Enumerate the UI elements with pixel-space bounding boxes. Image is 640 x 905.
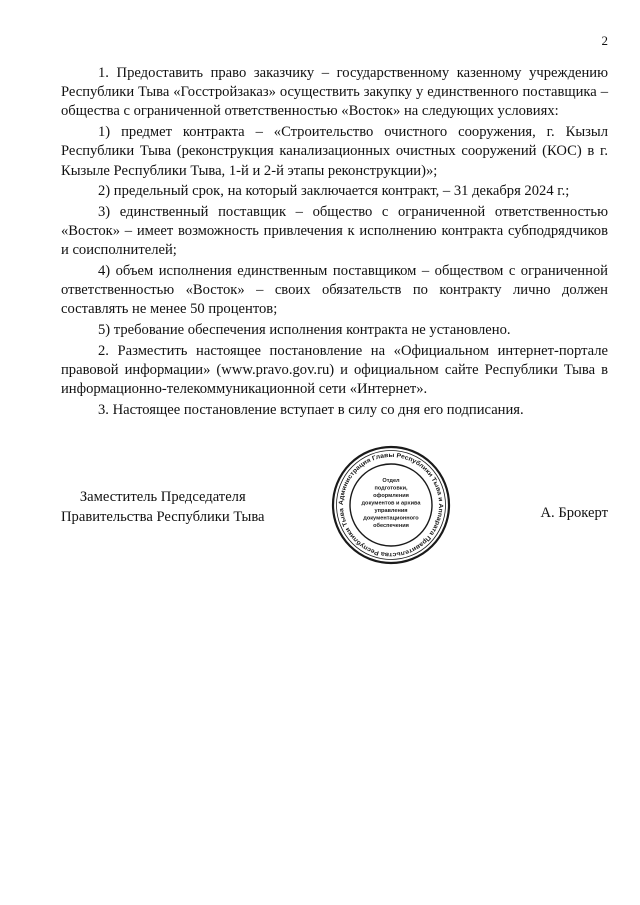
stamp-center-line-4: документов и архива [361, 500, 421, 507]
stamp-ring-text: Администрация Главы Республики Тыва и Аппарата Правительства Республики Тыва [337, 451, 445, 559]
stamp-center-line-7: обеспечения [373, 523, 409, 529]
paragraph-1-3: 3) единственный поставщик – общество с ограниченной ответственностью «Восток» – имеет возможность привлечения к исполнению контракта субподрядчиков и соисполнителей; [61, 203, 608, 259]
paragraph-1: 1. Предоставить право заказчику – государственному казенному учреждению Республики Тыва «Госстройзаказ» осуществить закупку у единственного поставщика – общества с ограниченной ответственностью «Восток» на следующих условиях: [61, 65, 608, 120]
stamp-center-line-3: оформления [373, 493, 409, 499]
page-number: 2 [601, 33, 608, 48]
signer-position-line-1: Заместитель Председателя [79, 489, 246, 505]
paragraph-1-2: 2) предельный срок, на который заключается контракт, – 31 декабря 2024 г.; [98, 183, 570, 200]
official-stamp [330, 444, 452, 566]
paragraph-1-1: 1) предмет контракта – «Строительство очистного сооружения, г. Кызыл Республики Тыва (реконструкция канализационных очистных сооружений (КОС) в г. Кызыле Республики Тыва, 1-й и 2-й этапы реконструкции)»; [61, 124, 608, 179]
stamp-center-line-5: управления [374, 508, 408, 514]
paragraph-1-4: 4) объем исполнения единственным поставщиком – обществом с ограниченной ответственностью «Восток» – своих обязательств по контракту лично должен составлять не менее 50 процентов; [61, 263, 608, 318]
signer-position-line-2: Правительства Республики Тыва [61, 509, 265, 525]
paragraph-3: 3. Настоящее постановление вступает в силу со дня его подписания. [98, 401, 524, 418]
stamp-center-line-2: подготовки, [374, 485, 408, 492]
paragraph-1-5: 5) требование обеспечения исполнения контракта не установлено. [98, 322, 511, 339]
signer-position [61, 487, 265, 527]
document-body [61, 64, 608, 422]
signer-name: А. Брокерт [540, 505, 608, 521]
stamp-center-line-6: документационного [363, 515, 419, 522]
paragraph-2: 2. Разместить настоящее постановление на «Официальном интернет-портале правовой информации» (www.pravo.gov.ru) и официальном сайте Республики Тыва в информационно-телекоммуникационной сети «Интернет». [61, 342, 608, 398]
stamp-seal-graphic [330, 444, 452, 566]
stamp-center-line-1: Отдел [382, 478, 400, 484]
